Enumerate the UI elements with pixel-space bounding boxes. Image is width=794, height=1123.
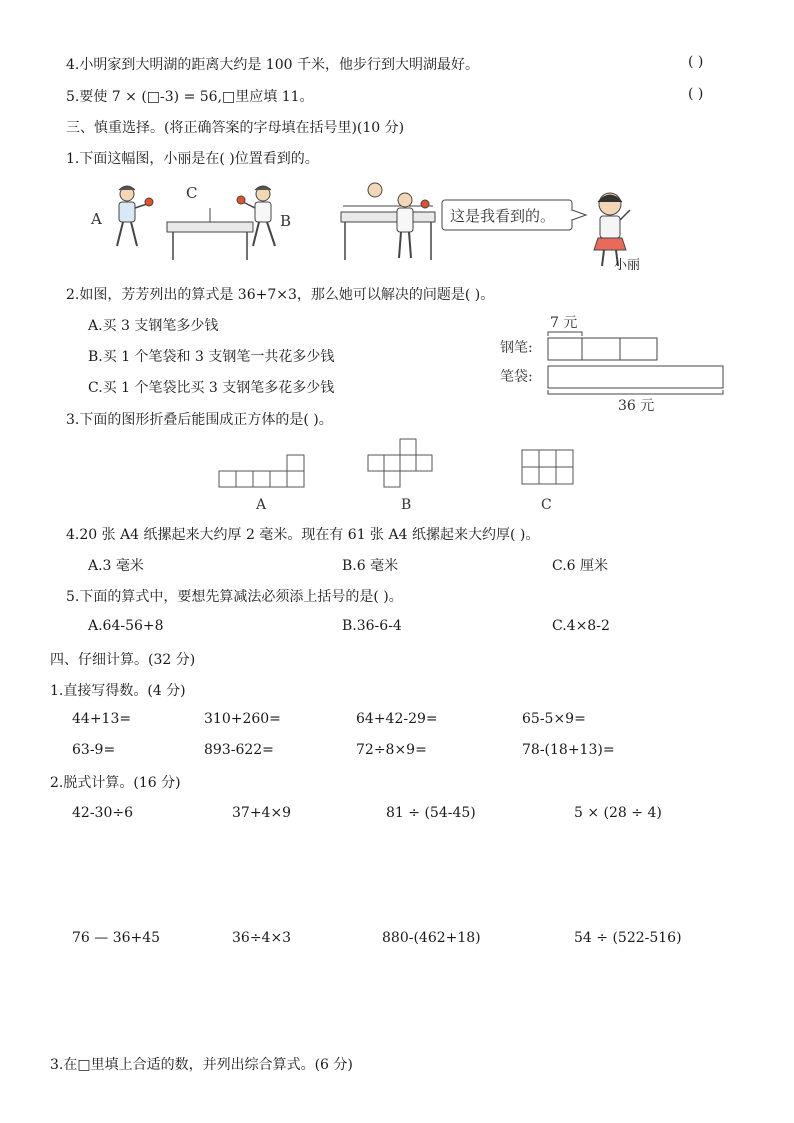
- cube-net-b: [366, 438, 446, 512]
- section3-title: 三、慎重选择。(将正确答案的字母填在括号里)(10 分): [66, 120, 405, 136]
- s4-p2-title: 2.脱式计算。(16 分): [50, 775, 181, 791]
- s3-q2-option-a: A.买 3 支钢笔多少钱: [88, 318, 219, 334]
- s3-q2-option-c: C.买 1 个笔袋比买 3 支钢笔多花多少钱: [88, 380, 335, 396]
- s3-q2-option-b: B.买 1 个笔袋和 3 支钢笔一共花多少钱: [88, 349, 335, 365]
- oral-calc-item: 893-622=: [204, 742, 274, 758]
- s3-q4-option-b: B.6 毫米: [342, 558, 399, 574]
- judge-q5-text: 5.要使 7 × (□-3) = 56,□里应填 11。: [66, 89, 314, 105]
- stepwise-calc-item: 76 — 36+45: [72, 930, 161, 946]
- oral-calc-item: 63-9=: [72, 742, 116, 758]
- s3-q2-text: 2.如图，芳芳列出的算式是 36+7×3，那么她可以解决的问题是( )。: [66, 287, 495, 303]
- diagram-unit-price-label: 7 元: [550, 315, 578, 331]
- stepwise-calc-item: 54 ÷ (522-516): [574, 930, 682, 946]
- position-label-c: C: [186, 184, 198, 202]
- judge-q4-text: 4.小明家到大明湖的距离大约是 100 千米，他步行到大明湖最好。: [66, 57, 479, 73]
- oral-calc-item: 65-5×9=: [522, 711, 586, 727]
- cube-net-a-label: A: [256, 497, 267, 513]
- cube-net-c-label: C: [541, 497, 552, 513]
- player-a-figure: [117, 186, 153, 246]
- position-label-a: A: [91, 210, 102, 228]
- oral-calc-item: 78-(18+13)=: [522, 742, 615, 758]
- stepwise-calc-item: 5 × (28 ÷ 4): [574, 805, 662, 821]
- position-label-b: B: [280, 212, 292, 230]
- pen-bag-segment-diagram: [498, 310, 728, 420]
- s3-q4-text: 4.20 张 A4 纸摞起来大约厚 2 毫米。现在有 61 张 A4 纸摞起来大约厚( )。: [66, 527, 540, 543]
- stepwise-calc-item: 36÷4×3: [232, 930, 292, 946]
- oral-calc-item: 72÷8×9=: [356, 742, 427, 758]
- stepwise-calc-item: 42-30÷6: [72, 805, 133, 821]
- diagram-bag-price-label: 36 元: [618, 398, 655, 414]
- s3-q5-option-a: A.64-56+8: [88, 618, 164, 634]
- s3-q4-option-c: C.6 厘米: [552, 558, 609, 574]
- judge-q5-answer-paren[interactable]: ( ): [688, 86, 704, 102]
- girl-name-label: 小丽: [614, 258, 641, 273]
- stepwise-calc-item: 81 ÷ (54-45): [386, 805, 476, 821]
- cube-net-b-label: B: [401, 497, 412, 513]
- speech-bubble: [440, 196, 590, 236]
- section4-title: 四、仔细计算。(32 分): [50, 652, 196, 668]
- cube-net-a: [218, 454, 308, 512]
- s4-p3-title: 3.在□里填上合适的数，并列出综合算式。(6 分): [50, 1057, 353, 1073]
- diagram-bag-label: 笔袋:: [500, 369, 533, 385]
- table-tennis-scene-side: [85, 180, 325, 270]
- oral-calc-item: 310+260=: [204, 711, 281, 727]
- s3-q1-text: 1.下面这幅图，小丽是在( )位置看到的。: [66, 151, 319, 167]
- s3-q5-text: 5.下面的算式中，要想先算减法必须添上括号的是( )。: [66, 589, 403, 605]
- player-b-figure: [237, 186, 275, 246]
- judge-q4-answer-paren[interactable]: ( ): [688, 54, 704, 70]
- stepwise-calc-item: 880-(462+18): [382, 930, 481, 946]
- s4-p1-title: 1.直接写得数。(4 分): [50, 683, 186, 699]
- cube-net-c: [520, 448, 580, 512]
- speech-bubble-text: 这是我看到的。: [450, 207, 556, 225]
- s3-q5-option-b: B.36-6-4: [342, 618, 402, 634]
- s3-q5-option-c: C.4×8-2: [552, 618, 610, 634]
- diagram-pen-label: 钢笔:: [500, 340, 533, 356]
- oral-calc-item: 44+13=: [72, 711, 132, 727]
- table-tennis-scene-front: [335, 180, 445, 270]
- s3-q4-option-a: A.3 毫米: [88, 558, 144, 574]
- stepwise-calc-item: 37+4×9: [232, 805, 292, 821]
- s3-q3-text: 3.下面的图形折叠后能围成正方体的是( )。: [66, 412, 333, 428]
- oral-calc-item: 64+42-29=: [356, 711, 438, 727]
